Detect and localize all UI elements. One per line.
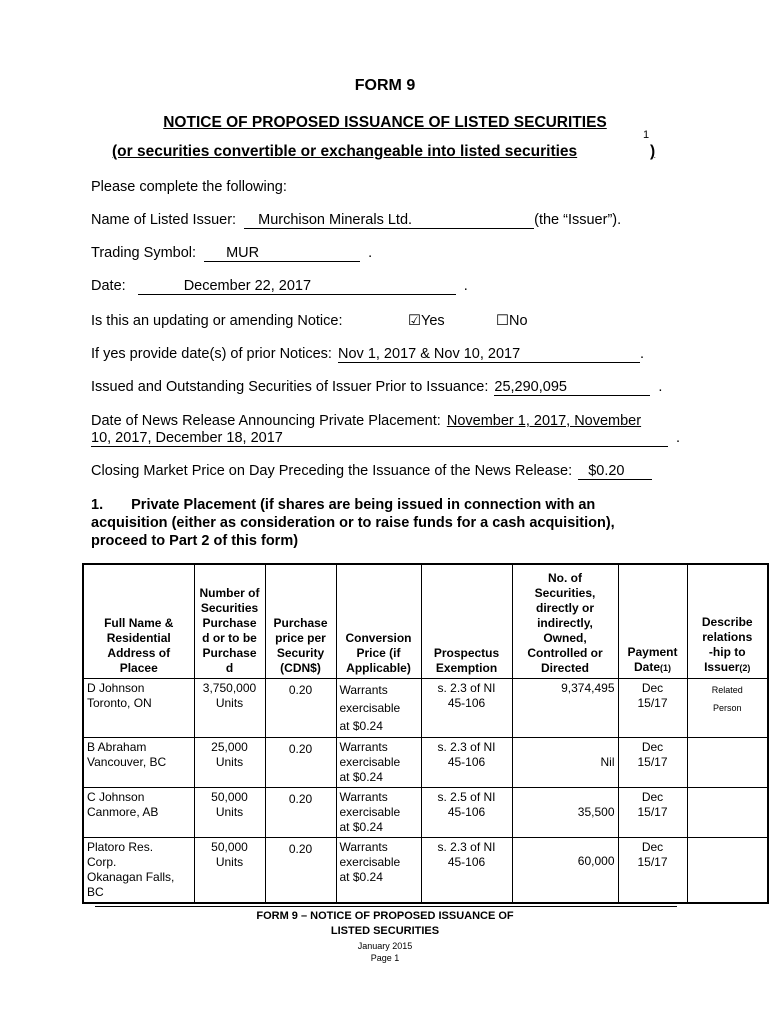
header-line: (CDN$) <box>280 661 321 675</box>
header-line: Security <box>276 646 325 660</box>
header-owned <box>512 564 618 679</box>
relation-cell <box>687 788 768 838</box>
header-line: Issuer <box>704 660 740 674</box>
cell-line: Dec <box>641 681 664 695</box>
exemption-cell <box>421 788 512 838</box>
amending-yes[interactable] <box>408 313 445 329</box>
issuer-label: Name of Listed Issuer: <box>91 212 237 228</box>
header-line: Exemption <box>435 661 498 675</box>
prior-label: If yes provide date(s) of prior Notices: <box>91 346 332 362</box>
symbol-suffix: . <box>368 245 373 261</box>
cell-value: Nil <box>600 755 615 769</box>
news-suffix: . <box>676 430 681 446</box>
securities-number-cell <box>194 679 265 738</box>
cell-value: 9,374,495 <box>561 681 615 695</box>
cell-line: exercisable <box>339 805 401 819</box>
owned-cell <box>512 679 618 738</box>
table-row <box>83 738 768 788</box>
header-price <box>265 564 336 679</box>
cell-line: s. 2.3 of NI <box>437 840 496 854</box>
header-line: price per <box>275 631 326 645</box>
header-line: Placee <box>119 661 158 675</box>
owned-cell <box>512 738 618 788</box>
intro-text: Please complete the following: <box>91 179 287 195</box>
section1-line3: proceed to Part 2 of this form) <box>91 533 299 549</box>
section1-line2: acquisition (either as consideration or to raise funds for a cash acquisition), <box>91 515 615 531</box>
header-name <box>83 564 194 679</box>
symbol-row <box>91 245 372 262</box>
issuer-suffix: (the “Issuer”). <box>534 212 622 228</box>
price-cell <box>265 838 336 904</box>
cell-line: at $0.24 <box>339 770 383 784</box>
no-label: No <box>509 313 528 329</box>
date-value[interactable]: December 22, 2017 <box>138 279 456 295</box>
notice-title: NOTICE OF PROPOSED ISSUANCE OF LISTED SECURITIES <box>163 114 607 131</box>
conversion-cell <box>336 738 421 788</box>
cell-line: 15/17 <box>637 755 668 769</box>
header-line: Residential <box>106 631 171 645</box>
cell-line: 45-106 <box>447 805 486 819</box>
header-conversion <box>336 564 421 679</box>
payment-date-cell <box>618 788 687 838</box>
cell-line: 50,000 <box>211 790 248 804</box>
cell-line: at $0.24 <box>339 820 383 834</box>
cell-line: s. 2.3 of NI <box>437 681 496 695</box>
header-line: Purchase <box>202 646 257 660</box>
conversion-cell <box>336 788 421 838</box>
section1-line1: Private Placement (if shares are being issued in connection with an <box>131 497 596 513</box>
relation-cell <box>687 738 768 788</box>
header-payment <box>618 564 687 679</box>
cell-line: C Johnson <box>87 790 145 804</box>
date-label: Date: <box>91 278 126 294</box>
header-line: Owned, <box>543 631 587 645</box>
cell-line: Dec <box>641 840 664 854</box>
cell-line: Canmore, AB <box>87 805 159 819</box>
cell-line: at $0.24 <box>339 719 383 733</box>
header-line: Payment <box>627 645 678 659</box>
subtitle-close: ) <box>650 143 656 160</box>
news-row-1 <box>91 413 641 429</box>
cell-line: Corp. <box>87 855 117 869</box>
cell-line: Warrants <box>339 790 388 804</box>
header-number <box>194 564 265 679</box>
header-line: relations <box>702 630 753 644</box>
cell-line: 15/17 <box>637 696 668 710</box>
cell-line: Warrants <box>339 840 388 854</box>
date-row <box>91 278 468 295</box>
header-line: Directed <box>540 661 590 675</box>
securities-number-cell <box>194 738 265 788</box>
header-line: Applicable) <box>346 661 411 675</box>
header-line: Prospectus <box>433 646 500 660</box>
header-line: Securities <box>200 601 259 615</box>
cell-line: 25,000 <box>211 740 248 754</box>
cell-line: Units <box>215 855 244 869</box>
header-line: Conversion <box>345 631 412 645</box>
cell-line: D Johnson <box>87 681 145 695</box>
exemption-cell <box>421 838 512 904</box>
cell-line: BC <box>87 885 104 899</box>
header-relation <box>687 564 768 679</box>
cell-line: 15/17 <box>637 855 668 869</box>
price-cell <box>265 788 336 838</box>
header-line: Price (if <box>356 646 401 660</box>
cell-line: B Abraham <box>87 740 147 754</box>
outstanding-value[interactable]: 25,290,095 <box>494 380 650 396</box>
cell-line: s. 2.5 of NI <box>437 790 496 804</box>
payment-date-cell <box>618 679 687 738</box>
notice-subtitle <box>112 143 577 161</box>
placee-name-cell <box>83 679 194 738</box>
header-line: directly or <box>535 601 595 615</box>
header-line: Number of <box>199 586 260 600</box>
cell-value: 0.20 <box>288 842 313 856</box>
placee-name-cell <box>83 788 194 838</box>
symbol-label: Trading Symbol: <box>91 245 197 261</box>
footer-date: January 2015 <box>357 941 413 951</box>
price-cell <box>265 679 336 738</box>
cell-line: 15/17 <box>637 805 668 819</box>
relation-cell <box>687 838 768 904</box>
header-line: Full Name & <box>104 616 174 630</box>
cell-line: Dec <box>641 790 664 804</box>
symbol-value[interactable]: MUR <box>204 246 360 262</box>
prior-value[interactable]: Nov 1, 2017 & Nov 10, 2017 <box>338 347 640 363</box>
cell-line: Units <box>215 805 244 819</box>
exemption-cell <box>421 679 512 738</box>
closing-row <box>91 463 652 480</box>
table-header-row <box>83 564 768 679</box>
footer-divider <box>95 906 677 907</box>
footer-title-2: LISTED SECURITIES <box>330 925 440 937</box>
header-line: (2) <box>739 663 751 673</box>
cell-line: Related <box>711 685 743 695</box>
securities-number-cell <box>194 788 265 838</box>
news-label: Date of News Release Announcing Private Placement: <box>91 413 441 429</box>
securities-number-cell <box>194 838 265 904</box>
table-row <box>83 838 768 904</box>
cell-line: Toronto, ON <box>87 696 152 710</box>
outstanding-label: Issued and Outstanding Securities of Issuer Prior to Issuance: <box>91 379 489 395</box>
footer-title-1: FORM 9 – NOTICE OF PROPOSED ISSUANCE OF <box>256 910 514 922</box>
price-cell <box>265 738 336 788</box>
cell-line: Warrants <box>339 740 388 754</box>
cell-line: 3,750,000 <box>202 681 257 695</box>
owned-cell <box>512 788 618 838</box>
header-line: -hip to <box>708 645 746 659</box>
cell-line: exercisable <box>339 701 401 715</box>
cell-value: 0.20 <box>288 792 313 806</box>
notice-subtitle-text: (or securities convertible or exchangeable into listed securities <box>112 143 578 160</box>
header-line: Purchase <box>202 616 257 630</box>
amending-no[interactable] <box>496 313 528 329</box>
issuer-value[interactable]: Murchison Minerals Ltd. <box>244 213 534 229</box>
cell-line: s. 2.3 of NI <box>437 740 496 754</box>
header-line: (1) <box>660 663 671 673</box>
relation-cell <box>687 679 768 738</box>
cell-line: 45-106 <box>447 696 486 710</box>
yes-label: Yes <box>421 313 445 329</box>
payment-date-cell <box>618 738 687 788</box>
cell-line: exercisable <box>339 755 401 769</box>
cell-line: Okanagan Falls, <box>87 870 175 884</box>
header-line: Securities, <box>534 586 596 600</box>
exemption-cell <box>421 738 512 788</box>
placee-name-cell <box>83 738 194 788</box>
outstanding-row <box>91 379 662 396</box>
placee-table <box>82 563 769 904</box>
news-value-2[interactable]: 10, 2017, December 18, 2017 <box>91 431 668 447</box>
checked-box-icon[interactable]: ☑ <box>408 313 421 329</box>
header-line: d <box>225 661 234 675</box>
cell-line: Platoro Res. <box>87 840 154 854</box>
form-title: FORM 9 <box>354 77 416 94</box>
cell-line: at $0.24 <box>339 870 383 884</box>
news-row-2 <box>91 430 680 447</box>
placee-name-cell <box>83 838 194 904</box>
header-line: Date <box>633 660 660 674</box>
cell-line: Units <box>215 755 244 769</box>
cell-line: Person <box>712 703 742 713</box>
cell-line: exercisable <box>339 855 401 869</box>
cell-line: Dec <box>641 740 664 754</box>
cell-value: 0.20 <box>288 742 313 756</box>
prior-row <box>91 346 644 363</box>
cell-line: Warrants <box>339 683 388 697</box>
unchecked-box-icon[interactable]: ☐ <box>496 313 509 329</box>
conversion-cell <box>336 679 421 738</box>
amending-label: Is this an updating or amending Notice: <box>91 313 343 329</box>
closing-value[interactable]: $0.20 <box>578 464 652 480</box>
table-row <box>83 679 768 738</box>
header-line: Purchase <box>273 616 328 630</box>
footer-page: Page 1 <box>370 953 400 963</box>
outstanding-suffix: . <box>658 379 663 395</box>
footnote-ref: 1 <box>643 129 650 141</box>
section1-number: 1. <box>91 497 104 513</box>
payment-date-cell <box>618 838 687 904</box>
header-line: No. of <box>548 571 582 585</box>
header-line: indirectly, <box>537 616 593 630</box>
news-value-1[interactable]: November 1, 2017, November <box>446 413 642 429</box>
conversion-cell <box>336 838 421 904</box>
cell-value: 35,500 <box>577 805 615 819</box>
cell-line: 45-106 <box>447 855 486 869</box>
header-line: d or to be <box>202 631 257 645</box>
cell-line: Vancouver, BC <box>87 755 167 769</box>
table-row <box>83 788 768 838</box>
owned-cell <box>512 838 618 904</box>
cell-value: 60,000 <box>577 854 615 868</box>
cell-line: 45-106 <box>447 755 486 769</box>
closing-label: Closing Market Price on Day Preceding the Issuance of the News Release: <box>91 463 573 479</box>
header-line: Describe <box>701 615 753 629</box>
header-line: Controlled or <box>527 646 603 660</box>
issuer-row <box>91 212 621 229</box>
header-exemption <box>421 564 512 679</box>
prior-suffix: . <box>640 346 645 362</box>
section1-heading <box>91 497 595 513</box>
cell-value: 0.20 <box>288 683 313 697</box>
header-line: Address of <box>107 646 171 660</box>
cell-line: Units <box>215 696 244 710</box>
cell-line: 50,000 <box>211 840 248 854</box>
date-suffix: . <box>463 278 468 294</box>
